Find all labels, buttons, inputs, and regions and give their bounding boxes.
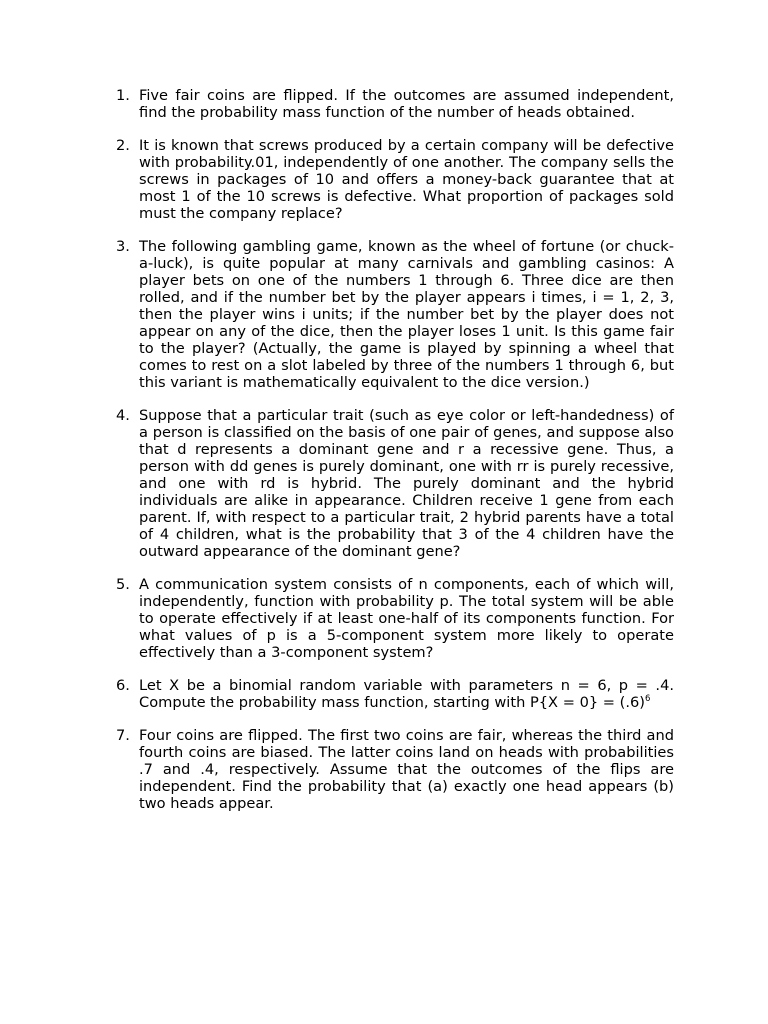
problem-list: [116, 87, 674, 828]
problem-number: 4.: [116, 407, 130, 424]
problem-text: Suppose that a particular trait (such as eye color or left-handedness) of a person is classified on the basis of one pair of genes, and suppose also that d represents a dominant gene and r a recessive gene. Thus, a person with dd genes is purely dominant, one with rr is purely recessive, and one with rd is hybrid. The purely dominant and the hybrid individuals are alike in appearance. Children receive 1 gene from each parent. If, with respect to a particular trait, 2 hybrid parents have a total of 4 children, what is the probability that 3 of the 4 children have the outward appearance of the dominant gene?: [139, 407, 674, 560]
problem-text: Four coins are flipped. The first two coins are fair, whereas the third and fourth coins are biased. The latter coins land on heads with probabilities .7 and .4, respectively. Assume that the outcomes of the flips are independent. Find the probability that (a) exactly one head appears (b) two heads appear.: [139, 727, 674, 812]
problem-number: 3.: [116, 238, 130, 255]
problem-item-6: [116, 677, 674, 711]
problem-text: Five fair coins are flipped. If the outcomes are assumed independent, find the probability mass function of the number of heads obtained.: [139, 87, 674, 121]
problem-number: 2.: [116, 137, 130, 154]
problem-text: Let X be a binomial random variable with parameters n = 6, p = .4. Compute the probability mass function, starting with P{X = 0} = (.6): [139, 677, 674, 711]
problem-number: 1.: [116, 87, 130, 104]
problem-text: A communication system consists of n components, each of which will, independently, function with probability p. The total system will be able to operate effectively if at least one-half of its components function. For what values of p is a 5-component system more likely to operate effectively than a 3-component system?: [139, 576, 674, 661]
problem-item-7: [116, 727, 674, 812]
problem-item-4: [116, 407, 674, 560]
exponent-superscript: 6: [644, 694, 651, 704]
problem-item-5: [116, 576, 674, 661]
problem-text: It is known that screws produced by a certain company will be defective with probability.01, independently of one another. The company sells the screws in packages of 10 and offers a money-back guarantee that at most 1 of the 10 screws is defective. What proportion of packages sold must the company replace?: [139, 137, 674, 222]
problem-item-3: [116, 238, 674, 391]
problem-item-2: [116, 137, 674, 222]
problem-number: 6.: [116, 677, 130, 694]
problem-text: The following gambling game, known as the wheel of fortune (or chuck-a-luck), is quite popular at many carnivals and gambling casinos: A player bets on one of the numbers 1 through 6. Three dice are then rolled, and if the number bet by the player appears i times, i = 1, 2, 3, then the player wins i units; if the number bet by the player does not appear on any of the dice, then the player loses 1 unit. Is this game fair to the player? (Actually, the game is played by spinning a wheel that comes to rest on a slot labeled by three of the numbers 1 through 6, but this variant is mathematically equivalent to the dice version.): [139, 238, 674, 391]
problem-text-wrapper: [139, 677, 674, 711]
problem-number: 7.: [116, 727, 130, 744]
problem-number: 5.: [116, 576, 130, 593]
problem-item-1: [116, 87, 674, 121]
